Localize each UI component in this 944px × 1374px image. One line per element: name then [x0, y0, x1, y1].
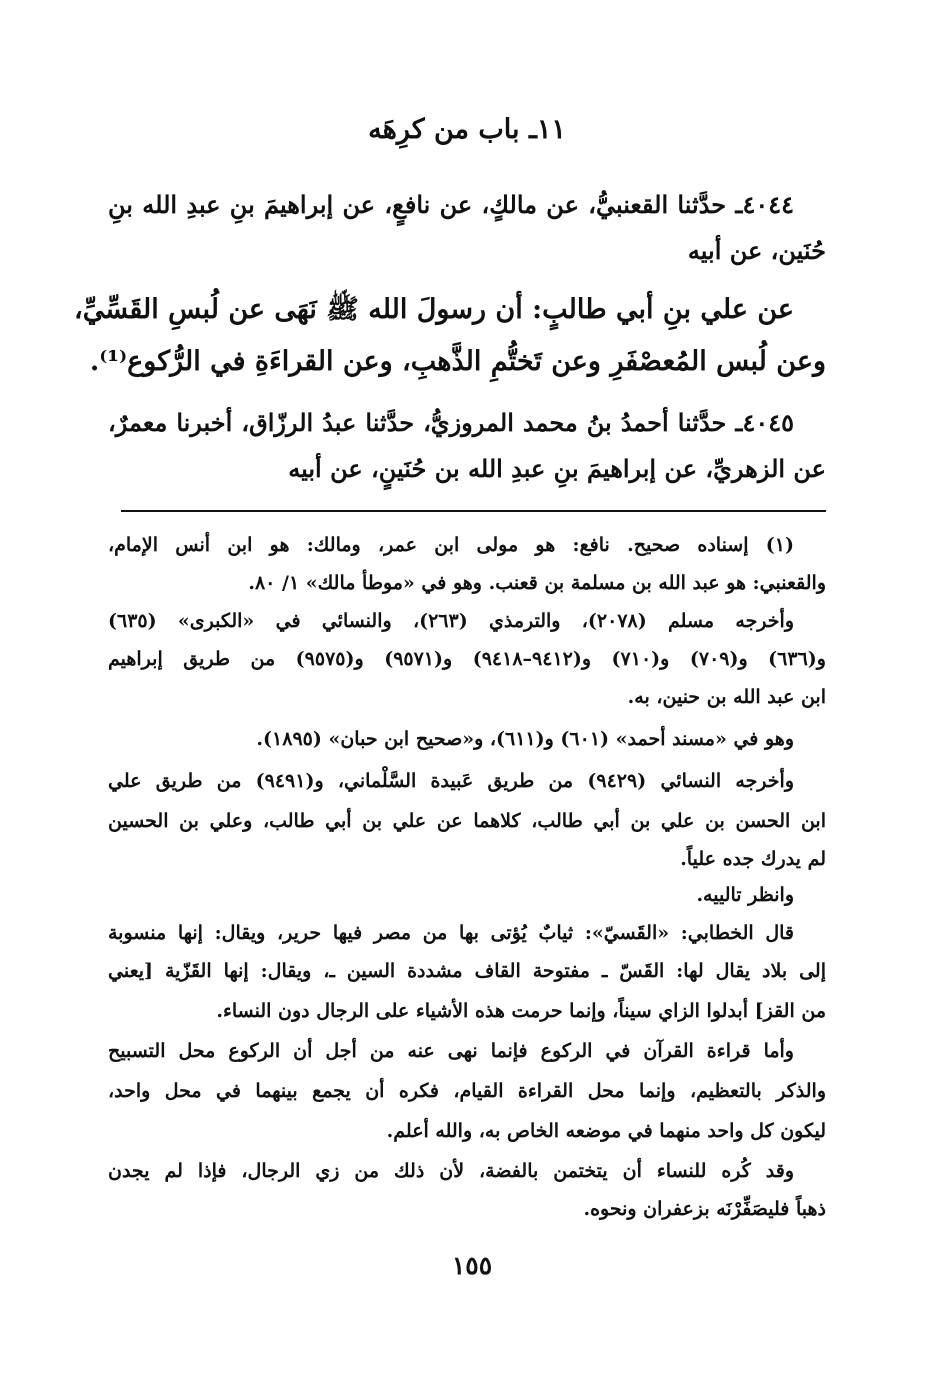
footnote-line: وأخرجه مسلم (٢٠٧٨)، والترمذي (٢٦٣)، والنسائي في «الكبرى» (٦٣٥) — [108, 610, 794, 632]
chapter-title: ١١ـ باب من كرِهَه — [368, 114, 566, 145]
page-number: ١٥٥ — [451, 1251, 493, 1280]
footnote-line: إلى بلاد يقال لها: القَسّ ـ مفتوحة القاف مشددة السين ـ، ويقال: إنها القَزّية [يعني — [108, 960, 826, 982]
footnote-line: من القز] أبدلوا الزاي سيناً، وإنما حرمت هذه الأشياء على الرجال دون النساء. — [216, 1000, 826, 1022]
footnote-line: والذكر بالتعظيم، وإنما محل القراءة القيام، فكره أن يجمع بينهما في محل واحد، — [108, 1080, 826, 1102]
hadith-4045-line-2: عن الزهريِّ، عن إبراهيمَ بنِ عبدِ الله بن حُنَينٍ، عن أبيه — [288, 454, 826, 483]
footnote-line: و(٦٣٦) و(٧٠٩) و(٧١٠) و(٩٤١٢–٩٤١٨) و(٩٥٧١) و(٩٥٧٥) من طريق إبراهيم — [108, 648, 826, 670]
footnote-line: ذهباً فليصَفِّرْنَه بزعفران ونحوه. — [583, 1198, 826, 1220]
footnote-line: وقد كُره للنساء أن يتختمن بالفضة، لأن ذلك من زي الرجال، فإذا لم يجدن — [108, 1160, 794, 1182]
footnote-line: ابن عبد الله بن حنين، به. — [627, 686, 826, 708]
footnote-line: والقعنبي: هو عبد الله بن مسلمة بن قعنب. وهو في «موطأ مالك» ١/ ٨٠. — [248, 572, 826, 594]
hadith-4044-matn-line-2: وعن لُبس المُعصْفَرِ وعن تَختُّمِ الذَّهبِ، وعن القراءَةِ في الرُّكوع⁽¹⁾. — [89, 346, 826, 377]
footnote-line: قال الخطابي: «القَسيّ»: ثيابٌ يُؤتى بها من مصر فيها حرير، ويقال: إنها منسوبة — [108, 922, 794, 944]
footnote-separator — [121, 510, 826, 512]
hadith-4044-isnad-line-1: ٤٠٤٤ـ حدَّثنا القعنبيُّ، عن مالكٍ، عن نافعٍ، عن إبراهيمَ بنِ عبدِ الله بنِ — [108, 190, 794, 219]
footnote-line: وأخرجه النسائي (٩٤٢٩) من طريق عَبيدة السَّلْماني، و(٩٤٩١) من طريق علي — [108, 770, 794, 792]
footnote-line: ابن الحسن بن علي بن أبي طالب، كلاهما عن علي بن أبي طالب، وعلي بن الحسين — [108, 810, 826, 832]
footnote-line: وانظر تالييه. — [696, 884, 794, 906]
footnote-line: (١) إسناده صحيح. نافع: هو مولى ابن عمر، ومالك: هو ابن أنس الإمام، — [108, 534, 794, 556]
footnote-line: وهو في «مسند أحمد» (٦٠١) و(٦١١)، و«صحيح ابن حبان» (١٨٩٥). — [256, 728, 794, 750]
footnote-line: ليكون كل واحد منهما في موضعه الخاص به، والله أعلم. — [386, 1120, 826, 1142]
footnote-line: لم يدرك جده علياً. — [680, 848, 826, 870]
hadith-4045-line-1: ٤٠٤٥ـ حدَّثنا أحمدُ بنُ محمد المروزيُّ، حدَّثنا عبدُ الرزّاق، أخبرنا معمرٌ، — [108, 408, 794, 437]
hadith-4044-isnad-line-2: حُنَين، عن أبيه — [687, 236, 826, 265]
hadith-4044-matn-line-1: عن علي بنِ أبي طالبٍ: أن رسولَ الله ﷺ نَهَى عن لُبسِ القَسِّيِّ، — [74, 294, 794, 325]
footnote-line: وأما قراءة القرآن في الركوع فإنما نهى عنه من أجل أن الركوع محل التسبيح — [108, 1040, 794, 1062]
